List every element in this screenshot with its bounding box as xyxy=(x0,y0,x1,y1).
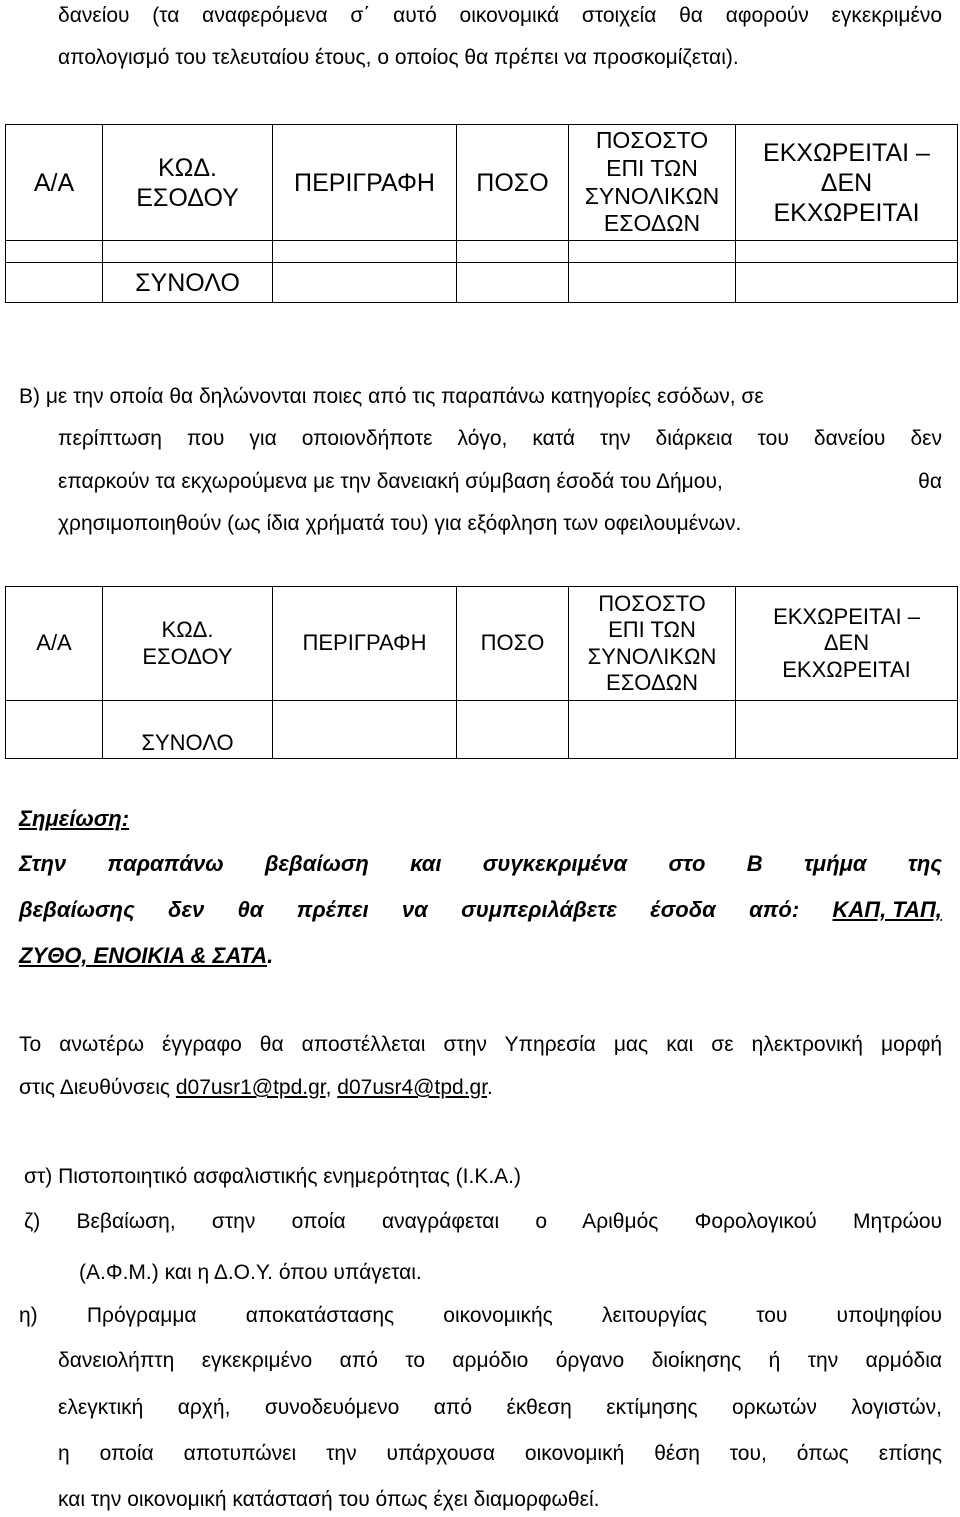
header-aa: Α/Α xyxy=(6,125,103,241)
revenue-table-1 xyxy=(5,124,958,303)
table-total-row xyxy=(6,701,958,759)
note-title: Σημείωση: xyxy=(19,806,130,831)
note-line-1: Στην παραπάνω βεβαίωση και συγκεκριμένα στο Β τμήμα της xyxy=(19,851,942,876)
item-h-line-1: η) Πρόγραμμα αποκατάστασης οικονομικής λειτουργίας του υποψηφίου xyxy=(19,1304,942,1327)
header-amount: ΠΟΣΟ xyxy=(457,587,569,701)
total-label: ΣΥΝΟΛΟ xyxy=(103,701,273,759)
total-label: ΣΥΝΟΛΟ xyxy=(103,263,273,303)
header-assignment: ΕΚΧΩΡΕΙΤΑΙ – ΔΕΝ ΕΚΧΩΡΕΙΤΑΙ xyxy=(736,587,958,701)
section-b-line-1: Β) με την οποία θα δηλώνονται ποιες από τις παραπάνω κατηγορίες εσόδων, σε xyxy=(19,385,764,408)
email-link-1[interactable]: d07usr1@tpd.gr xyxy=(175,1076,326,1099)
header-percentage: ΠΟΣΟΣΤΟ ΕΠΙ ΤΩΝ ΣΥΝΟΛΙΚΩΝ ΕΣΟΔΩΝ xyxy=(569,125,736,241)
section-b-line-3: επαρκούν τα εκχωρούμενα με την δανειακή σύμβαση έσοδά του Δήμου, θα xyxy=(58,470,942,493)
header-amount: ΠΟΣΟ xyxy=(457,125,569,241)
header-percentage: ΠΟΣΟΣΤΟ ΕΠΙ ΤΩΝ ΣΥΝΟΛΙΚΩΝ ΕΣΟΔΩΝ xyxy=(569,587,736,701)
table-total-row xyxy=(6,263,958,303)
table-header-row xyxy=(6,587,958,701)
note-line-2: βεβαίωσης δεν θα πρέπει να συμπεριλάβετε έσοδα από: ΚΑΠ, ΤΑΠ, xyxy=(19,897,942,922)
item-h-line-2: δανειολήπτη εγκεκριμένο από το αρμόδιο όργανο διοίκησης ή την αρμόδια xyxy=(58,1349,942,1372)
item-h-line-5: και την οικονομική κατάστασή του όπως έχει διαμορφωθεί. xyxy=(58,1488,600,1511)
header-code: ΚΩΔ. ΕΣΟΔΟΥ xyxy=(103,125,273,241)
header-description: ΠΕΡΙΓΡΑΦΗ xyxy=(273,587,457,701)
revenue-table-2 xyxy=(5,586,958,759)
email-link-2[interactable]: d07usr4@tpd.gr xyxy=(337,1076,488,1099)
table-header-row xyxy=(6,125,958,241)
section-b-line-2: περίπτωση που για οποιονδήποτε λόγο, κατά την διάρκεια του δανείου δεν xyxy=(58,427,942,450)
item-z-line-2: (Α.Φ.Μ.) και η Δ.Ο.Υ. όπου υπάγεται. xyxy=(79,1261,422,1284)
header-aa: Α/Α xyxy=(6,587,103,701)
section-b-line-4: χρησιμοποιηθούν (ως ίδια χρήματά του) για εξόφληση των οφειλουμένων. xyxy=(58,512,742,535)
item-st: στ) Πιστοποιητικό ασφαλιστικής ενημερότητας (Ι.Κ.Α.) xyxy=(24,1165,522,1188)
item-h-line-4: η οποία αποτυπώνει την υπάρχουσα οικονομική θέση του, όπως επίσης xyxy=(58,1442,942,1465)
intro-line-2: απολογισμό του τελευταίου έτους, ο οποίος θα πρέπει να προσκομίζεται). xyxy=(58,46,739,69)
item-h-line-3: ελεγκτική αρχή, συνοδευόμενο από έκθεση εκτίμησης ορκωτών λογιστών, xyxy=(58,1396,942,1419)
header-assignment: ΕΚΧΩΡΕΙΤΑΙ – ΔΕΝ ΕΚΧΩΡΕΙΤΑΙ xyxy=(736,125,958,241)
intro-line-1: δανείου (τα αναφερόμενα σ΄ αυτό οικονομικά στοιχεία θα αφορούν εγκεκριμένο xyxy=(58,4,942,27)
header-code: ΚΩΔ. ΕΣΟΔΟΥ xyxy=(103,587,273,701)
table-row xyxy=(6,241,958,263)
email-paragraph-line-2: στις Διευθύνσεις d07usr1@tpd.gr, d07usr4@tpd.gr. xyxy=(19,1076,493,1099)
note-line-3: ΖΥΘΟ, ΕΝΟΙΚΙΑ & ΣΑΤΑ. xyxy=(19,943,274,968)
email-paragraph-line-1: Το ανωτέρω έγγραφο θα αποστέλλεται στην Υπηρεσία μας και σε ηλεκτρονική μορφή xyxy=(19,1033,942,1056)
item-z-line-1: ζ) Βεβαίωση, στην οποία αναγράφεται ο Αριθμός Φορολογικού Μητρώου xyxy=(24,1210,942,1233)
header-description: ΠΕΡΙΓΡΑΦΗ xyxy=(273,125,457,241)
